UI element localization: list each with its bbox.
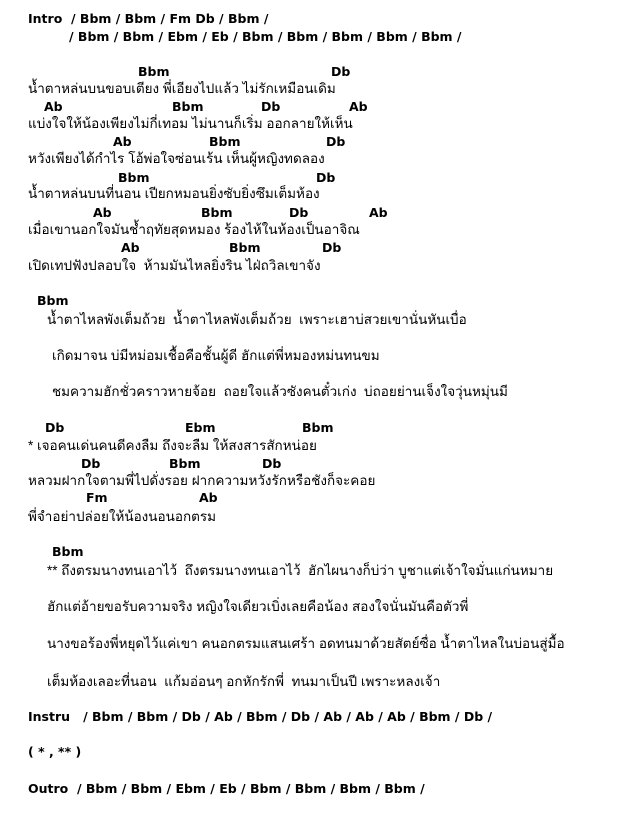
lyric-line: เมื่อเขานอกใจมันช้ำฤทัยสุดหมอง ร้องไห้ในห้องเป็นอาจิณ bbox=[28, 222, 360, 237]
lyric-line: น้ำตาหล่นบนขอบเตียง พี่เอียงไปแล้ว ไม่รักเหมือนเดิม bbox=[28, 81, 336, 96]
chord: Bbm bbox=[209, 134, 241, 149]
chord: Ab bbox=[199, 490, 218, 505]
chord: Ab bbox=[44, 99, 63, 114]
chord: Bbm bbox=[37, 293, 69, 308]
chord: Bbm bbox=[138, 64, 170, 79]
lyric-line: น้ำตาไหลพังเต็มถ้วย น้ำตาไหลพังเต็มถ้วย เพราะเฮาบ่สวยเขานั่นหันเบื่อ bbox=[47, 312, 467, 327]
chord: Ab bbox=[113, 134, 132, 149]
chord: Db bbox=[261, 99, 281, 114]
chord: Ab bbox=[93, 205, 112, 220]
lyric-line: เต็มห้องเลอะที่นอน แก้มอ่อนๆ อกหักรักพี่ ทนมาเป็นปี เพราะหลงเจ้า bbox=[47, 674, 441, 689]
chord: Ab bbox=[121, 240, 140, 255]
intro-line-1 bbox=[28, 11, 268, 27]
lyric-line: ** ถึงตรมนางทนเอาไว้ ถึงตรมนางทนเอาไว้ ฮักไผนางก็บ่ว่า บูชาแต่เจ้าใจมั่นแก่นหมาย bbox=[47, 563, 554, 578]
outro-chords: / Bbm / Bbm / Ebm / Eb / Bbm / Bbm / Bbm / Bbm / bbox=[76, 781, 425, 796]
lyric-line: หวังเพียงได้กำไร โอ้พ่อใจซ่อนเร้น เห็นผู้หญิงทดลอง bbox=[28, 151, 325, 166]
intro-line-2: / Bbm / Bbm / Ebm / Eb / Bbm / Bbm / Bbm / Bbm / Bbm / bbox=[69, 29, 462, 44]
chord: Db bbox=[262, 456, 282, 471]
chord: Bbm bbox=[118, 170, 150, 185]
instru-chords: / Bbm / Bbm / Db / Ab / Bbm / Db / Ab / Ab / Ab / Bbm / Db / bbox=[83, 709, 493, 724]
lyric-line: เปิดเทปฟังปลอบใจ ห้ามมันไหลยิ่งริน ไฝ่ถวิลเขาจัง bbox=[28, 258, 321, 273]
chord: Db bbox=[316, 170, 336, 185]
lyric-line: * เจอคนเด่นคนดีคงลืม ถึงจะลืม ให้สงสารสักหน่อย bbox=[28, 438, 317, 453]
lyric-line: ฮักแต่อ้ายขอรับความจริง หญิงใจเดียวเบิ่งเลยคือน้อง สองใจนั่นมันคือตัวพี่ bbox=[47, 599, 469, 614]
chord: Db bbox=[81, 456, 101, 471]
chord: Ab bbox=[349, 99, 368, 114]
chord: Db bbox=[326, 134, 346, 149]
chord: Db bbox=[331, 64, 351, 79]
repeat-marker: ( * , ** ) bbox=[28, 744, 82, 759]
outro-line bbox=[28, 781, 425, 797]
lyric-line: ชมความฮักชั่วคราวหายจ้อย ถอยใจแล้วซังคนตั๋วเก่ง บ่ถอยย่านเจ็งใจวุ่นหมุ่นมี bbox=[52, 384, 508, 399]
intro-label: Intro bbox=[28, 11, 63, 26]
outro-label: Outro bbox=[28, 781, 69, 796]
lyric-line: หลวมฝากใจตามพี่ไปดั่งรอย ฝากความหวังรักหรือชังก็จะคอย bbox=[28, 473, 376, 488]
intro-chords-1: / Bbm / Bbm / Fm Db / Bbm / bbox=[71, 11, 269, 26]
instru-line bbox=[28, 709, 492, 725]
chord: Bbm bbox=[302, 420, 334, 435]
lyric-line: แบ่งใจให้น้องเพียงไม่กี่เทอม ไม่นานก็เริ่ม ออกลายให้เห็น bbox=[28, 116, 353, 131]
chord: Db bbox=[322, 240, 342, 255]
chord: Db bbox=[289, 205, 309, 220]
chord: Bbm bbox=[172, 99, 204, 114]
chord: Ebm bbox=[185, 420, 216, 435]
lyric-line: นางขอร้องพี่หยุดไว้แค่เขา คนอกตรมแสนเศร้า อดทนมาด้วยสัตย์ซื่อ น้ำตาไหลในบ่อนสู่มื้อ bbox=[47, 636, 565, 651]
chord: Bbm bbox=[52, 544, 84, 559]
lyric-line: เกิดมาจน บ่มีหม่อมเชื้อคือชั้นผู้ดี ฮักแต่พี่หมองหม่นทนขม bbox=[52, 348, 380, 363]
chord: Bbm bbox=[169, 456, 201, 471]
chord: Bbm bbox=[229, 240, 261, 255]
chord: Ab bbox=[369, 205, 388, 220]
lyric-line: พี่จำอย่าปล่อยให้น้องนอนอกตรม bbox=[28, 509, 217, 524]
chord: Bbm bbox=[201, 205, 233, 220]
chord: Db bbox=[45, 420, 65, 435]
instru-label: Instru bbox=[28, 709, 71, 724]
chord: Fm bbox=[86, 490, 108, 505]
lyric-line: น้ำตาหล่นบนที่นอน เปียกหมอนยิ่งซับยิ่งซึมเต็มห้อง bbox=[28, 186, 320, 201]
